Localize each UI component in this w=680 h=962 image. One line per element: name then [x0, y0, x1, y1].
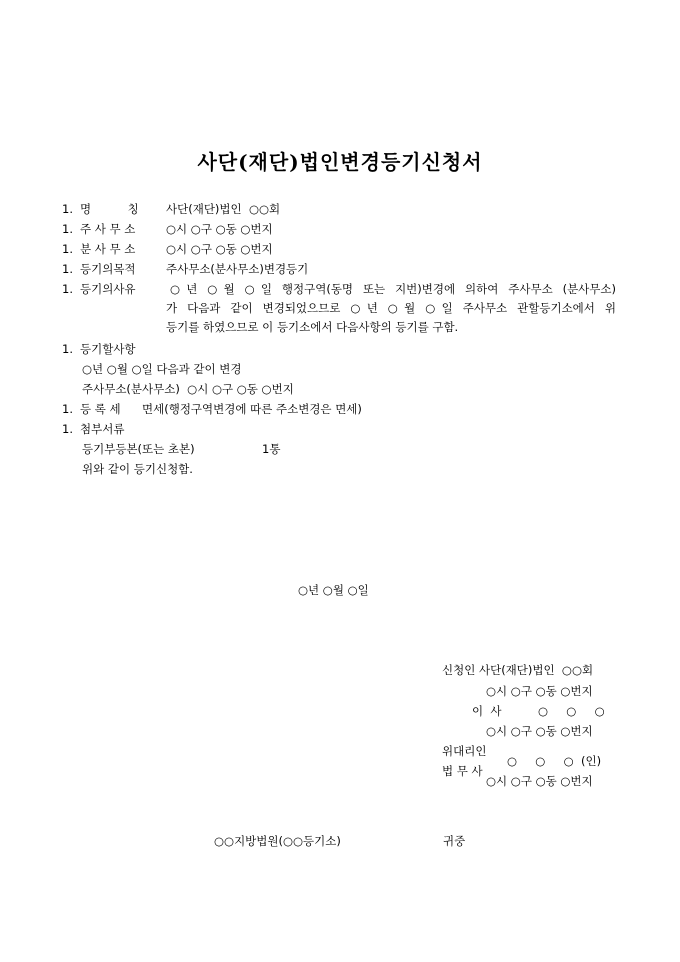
attachment-doc: 등기부등본(또는 초본) [82, 442, 195, 456]
item-label: 명 칭 [80, 202, 139, 216]
attachment-count: 1통 [262, 442, 281, 456]
item-number: 1. [62, 202, 73, 216]
agent-title: 법 무 사 [442, 764, 483, 778]
agent-address: ○시 ○구 ○동 ○번지 [486, 774, 593, 788]
court-name: ○○지방법원(○○등기소) [214, 834, 341, 848]
item-number: 1. [62, 422, 73, 436]
item-number: 1. [62, 222, 73, 236]
item-number: 1. [62, 342, 73, 356]
item-number: 1. [62, 242, 73, 256]
matters-line-2: 주사무소(분사무소) ○시 ○구 ○동 ○번지 [82, 382, 294, 396]
item-reason [0, 281, 680, 341]
item-label: 등 록 세 [80, 402, 121, 416]
item-label: 등기의사유 [80, 282, 136, 296]
director-label: 이 사 [472, 704, 502, 718]
item-label: 등기의목적 [80, 262, 136, 276]
matters-line-1: ○년 ○월 ○일 다음과 같이 변경 [82, 362, 242, 376]
item-label: 등기할사항 [80, 342, 136, 356]
honorific: 귀중 [443, 834, 466, 848]
director-address: ○시 ○구 ○동 ○번지 [486, 724, 593, 738]
document-title: 사단(재단)법인변경등기신청서 [197, 150, 483, 174]
closing-statement: 위와 같이 등기신청함. [82, 462, 193, 476]
item-value: 사단(재단)법인 ○○회 [166, 202, 281, 216]
reason-line-3: 등기를 하였으므로 이 등기소에서 다음사항의 등기를 구함. [166, 320, 459, 334]
reason-line-2: 가 다음과 같이 변경되었으므로 ○년 ○월 ○일 주사무소 관할등기소에서 위 [166, 301, 616, 315]
applicant-address: ○시 ○구 ○동 ○번지 [486, 684, 593, 698]
item-value: 면세(행정구역변경에 따른 주소변경은 면세) [142, 402, 362, 416]
item-label: 분 사 무 소 [80, 242, 136, 256]
director-name: ○ ○ ○ [538, 704, 605, 718]
application-date: ○년 ○월 ○일 [298, 583, 369, 597]
item-number: 1. [62, 262, 73, 276]
item-label: 주 사 무 소 [80, 222, 136, 236]
agent-label: 위대리인 [442, 744, 487, 758]
agent-name: ○ ○ ○ (인) [507, 754, 602, 768]
item-label: 첨부서류 [80, 422, 125, 436]
item-value: ○시 ○구 ○동 ○번지 [166, 242, 273, 256]
item-number: 1. [62, 402, 73, 416]
applicant-name: 신청인 사단(재단)법인 ○○회 [442, 663, 594, 677]
item-value: 주사무소(분사무소)변경등기 [166, 262, 309, 276]
item-value: ○시 ○구 ○동 ○번지 [166, 222, 273, 236]
reason-line-1: ○년 ○월 ○일 행정구역(동명 또는 지번)변경에 의하여 주사무소 (분사무소) [170, 282, 616, 296]
item-number: 1. [62, 282, 73, 296]
